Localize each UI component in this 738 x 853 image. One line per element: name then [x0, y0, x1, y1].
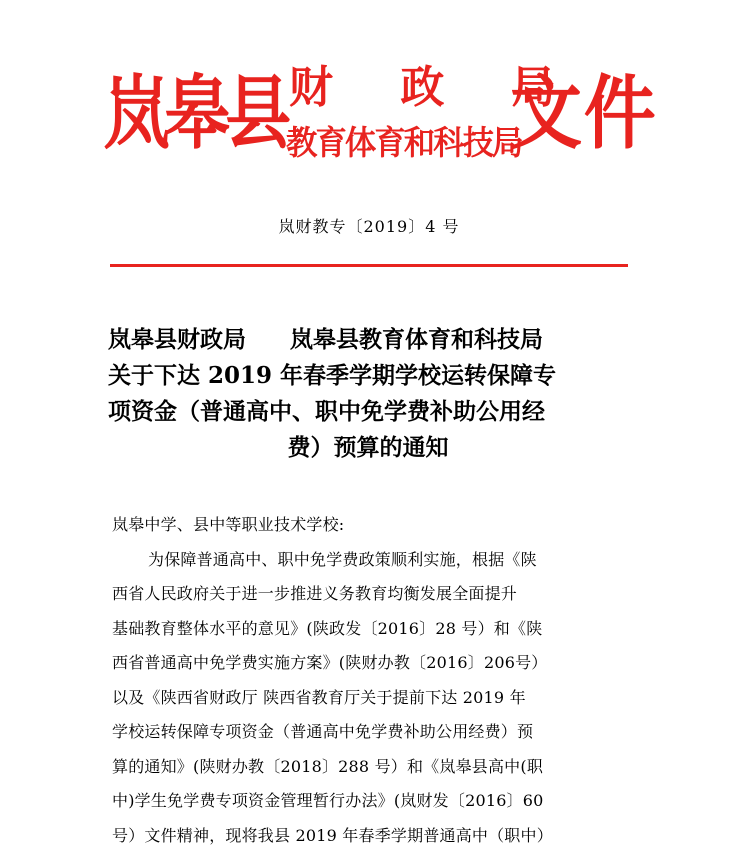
- body-line: 基础教育整体水平的意见》(陕政发〔2016〕28 号）和《陕: [112, 612, 634, 647]
- title-issuer-finance: 岚皋县财政局: [108, 326, 246, 353]
- title-line-2: 关于下达 2019 年春季学期学校运转保障专: [108, 358, 638, 394]
- body-line: 中)学生免学费专项资金管理暂行办法》(岚财发〔2016〕60: [112, 784, 634, 819]
- red-divider-line: [110, 264, 628, 267]
- addressee-line: 岚皋中学、县中等职业技术学校:: [112, 508, 634, 543]
- document-body: [112, 508, 634, 853]
- letterhead-document-label: 文件: [510, 74, 658, 154]
- document-number: 岚财教专〔2019〕4 号: [0, 216, 738, 238]
- body-line: 号）文件精神，现将我县 2019 年春季学期普通高中（职中）: [112, 819, 634, 853]
- body-line: 西省人民政府关于进一步推进义务教育均衡发展全面提升: [112, 577, 634, 612]
- document-title: [108, 322, 638, 466]
- body-line: 以及《陕西省财政厅 陕西省教育厅关于提前下达 2019 年: [112, 681, 634, 716]
- red-letterhead: [0, 40, 738, 190]
- title-issuer-education: 岚皋县教育体育和科技局: [290, 326, 543, 353]
- letterhead-county: 岚皋县: [104, 74, 286, 154]
- letterhead-education-bureau: 教育体育和科技局: [286, 126, 522, 159]
- body-line: 为保障普通高中、职中免学费政策顺利实施，根据《陕: [112, 543, 634, 578]
- body-line: 学校运转保障专项资金（普通高中免学费补助公用经费）预: [112, 715, 634, 750]
- title-line-1: [108, 322, 638, 358]
- body-line: 西省普通高中免学费实施方案》(陕财办教〔2016〕206号）: [112, 646, 634, 681]
- body-line: 算的通知》(陕财办教〔2018〕288 号）和《岚皋县高中(职: [112, 750, 634, 785]
- title-line-4: 费）预算的通知: [103, 430, 633, 466]
- letterhead-finance-bureau: 财 政 局: [289, 66, 582, 110]
- title-line-3: 项资金（普通高中、职中免学费补助公用经: [108, 394, 638, 430]
